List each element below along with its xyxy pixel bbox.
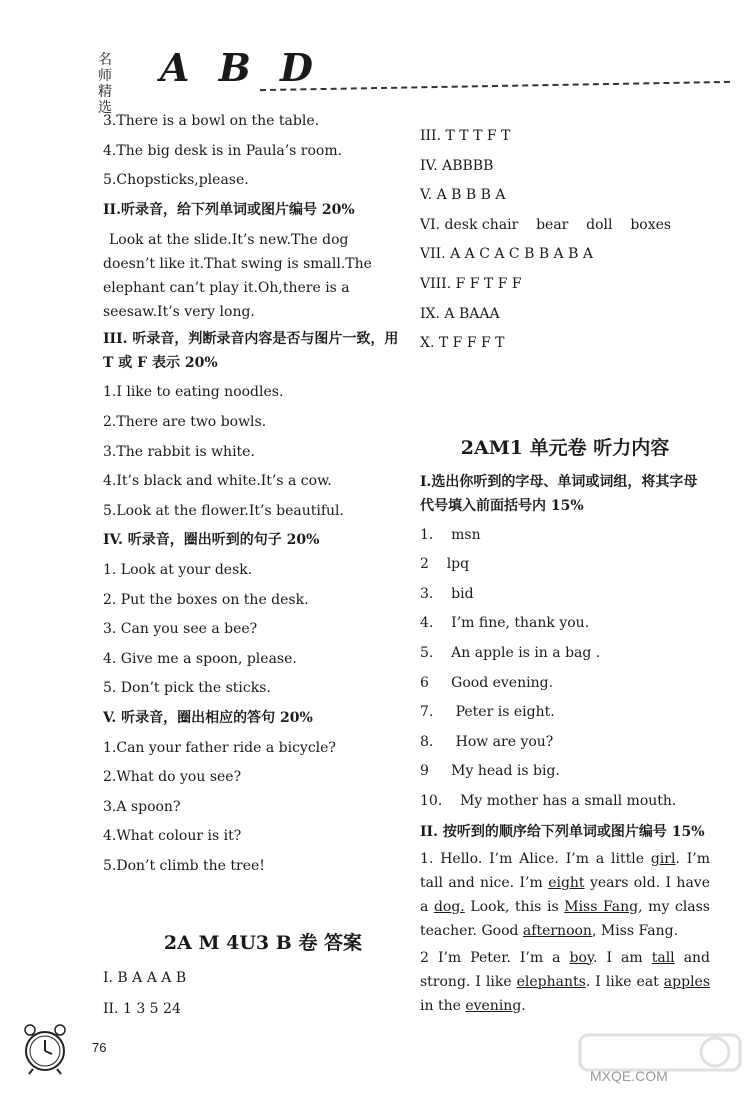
section-heading: V. 听录音，圈出相应的答句 20% <box>103 709 313 726</box>
list-item: 2.There are two bowls. <box>103 413 267 430</box>
answer-list <box>103 963 403 1025</box>
answer-key-title: 2A M 4U3 B 卷 答案 <box>163 932 363 954</box>
text: in the <box>420 997 466 1014</box>
text: and strong. I like <box>420 949 711 990</box>
list-item: 3.The rabbit is white. <box>103 443 255 460</box>
text: . I am <box>593 949 652 966</box>
list-item: 4.It’s black and white.It’s a cow. <box>103 473 332 490</box>
list-item: 1.Can your father ride a bicycle? <box>103 739 336 756</box>
text: 1. Hello. I’m Alice. I’m a little <box>420 850 651 867</box>
left-line: 3.There is a bowl on the table. <box>103 113 320 129</box>
answer-line: III. T T T F T <box>420 128 511 144</box>
text: , my class teacher. Good <box>420 898 710 939</box>
list-item: 1.I like to eating noodles. <box>103 384 284 401</box>
header-dashed-rule <box>260 81 730 91</box>
list-item: 9 My head is big. <box>420 763 560 780</box>
alarm-clock-icon <box>18 1020 73 1075</box>
list-item: 2 lpq <box>420 556 470 573</box>
answer-line: I. B A A A B <box>103 970 187 986</box>
listening-paragraph <box>420 847 710 943</box>
list-item: 3. bid <box>420 585 474 602</box>
list-item: 5.Look at the flower.It’s beautiful. <box>103 502 344 519</box>
answer-key-heading <box>103 928 403 1025</box>
list-item: 2. Put the boxes on the desk. <box>103 591 309 608</box>
underlined-word: apples <box>663 973 711 990</box>
answer-line: IX. A BAAA <box>420 305 500 322</box>
list-item: 4. I’m fine, thank you. <box>420 615 590 632</box>
answer-line: VIII. F F T F F <box>420 275 522 292</box>
underlined-word: dog. <box>433 898 465 915</box>
header-logo-letters: A B D <box>160 45 322 90</box>
left-line: 4.The big desk is in Paula’s room. <box>103 142 343 159</box>
section-heading: I.选出你听到的字母、单词或词组，将其字母代号填入前面括号内 15% <box>420 473 698 514</box>
underlined-word: girl <box>650 850 676 867</box>
text: years old. I have a <box>420 874 710 915</box>
section-heading: III. 听录音，判断录音内容是否与图片一致，用 T 或 F 表示 20% <box>103 331 399 372</box>
list-item: 4.What colour is it? <box>103 828 242 845</box>
page-header <box>60 40 720 116</box>
answer-line: VII. A A C A C B B A B A <box>420 246 593 263</box>
underlined-word: boy <box>569 949 593 966</box>
text: . I like eat <box>585 973 664 990</box>
listening-paragraph: Look at the slide.It’s new.The dog doesn’t like it.That swing is small.The elephant can’t play it.Oh,there is a seesaw.It’s very long. <box>103 232 372 321</box>
section-heading: IV. 听录音，圈出听到的句子 20% <box>103 532 320 549</box>
underlined-word: Miss Fang <box>564 898 639 915</box>
watermark-text: MXQE.COM <box>590 1068 668 1084</box>
text: 2 I’m Peter. I’m a <box>420 949 570 966</box>
list-item: 1. msn <box>420 526 481 543</box>
listening-paragraph <box>420 946 710 1018</box>
list-item: 8. How are you? <box>420 733 554 750</box>
list-item: 10. My mother has a small mouth. <box>420 792 677 809</box>
list-item: 5. An apple is in a bag . <box>420 644 601 661</box>
section-heading: II. 按听到的顺序给下列单词或图片编号 15% <box>420 823 705 840</box>
section-heading: II.听录音，给下列单词或图片编号 20% <box>103 201 355 218</box>
list-item: 5. Don’t pick the sticks. <box>103 680 271 697</box>
header-logo-text: 名师精选 <box>98 52 112 116</box>
list-item: 2.What do you see? <box>103 769 242 786</box>
left-line: 5.Chopsticks,please. <box>103 172 249 189</box>
underlined-word: elephants <box>516 973 586 990</box>
answer-line: IV. ABBBB <box>420 157 494 174</box>
list-item: 7. Peter is eight. <box>420 704 555 721</box>
answer-line: II. 1 3 5 24 <box>103 1001 181 1017</box>
list-item: 1. Look at your desk. <box>103 561 253 578</box>
answer-line: VI. desk chair bear doll boxes <box>420 216 672 233</box>
page-number: 76 <box>92 1040 107 1055</box>
list-item: 5.Don’t climb the tree! <box>103 857 265 874</box>
text: Look, this is <box>464 898 565 915</box>
right-column-listening <box>420 434 710 1021</box>
text: . I’m tall and nice. I’m <box>420 850 711 891</box>
right-column-answers <box>420 122 710 359</box>
left-column <box>103 107 403 881</box>
listening-heading: 2AM1 单元卷 听力内容 <box>460 437 670 459</box>
text: . <box>521 997 526 1014</box>
list-item: 4. Give me a spoon, please. <box>103 650 297 667</box>
answer-line: X. T F F F T <box>420 335 505 352</box>
underlined-word: eight <box>548 874 585 891</box>
list-item: 3. Can you see a bee? <box>103 621 258 638</box>
list-item: 6 Good evening. <box>420 674 554 691</box>
list-item: 3.A spoon? <box>103 798 181 815</box>
answer-line: V. A B B B A <box>420 187 506 204</box>
underlined-word: tall <box>651 949 675 966</box>
underlined-word: evening <box>465 997 522 1014</box>
underlined-word: afternoon <box>522 922 592 939</box>
text: , Miss Fang. <box>591 922 679 939</box>
